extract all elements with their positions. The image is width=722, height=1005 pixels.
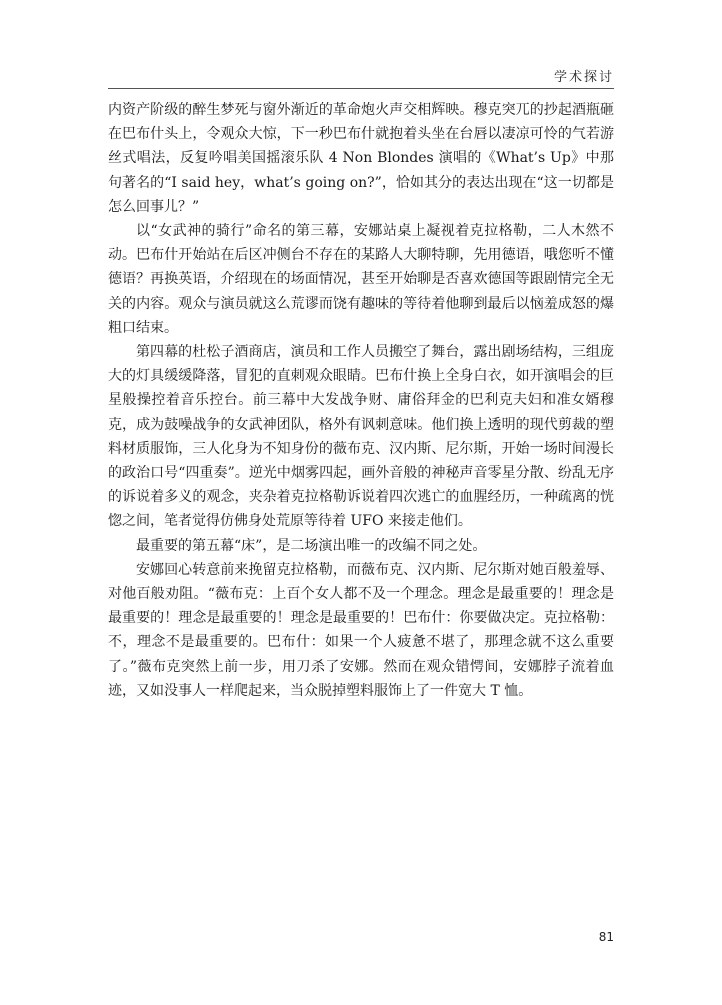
header-rule bbox=[108, 88, 614, 89]
page-number: 81 bbox=[598, 930, 614, 944]
header-title: 学术探讨 bbox=[553, 70, 614, 85]
running-header bbox=[108, 66, 614, 88]
article-body bbox=[108, 98, 614, 703]
paragraph-2: 以“女武神的骑行”命名的第三幕，安娜站桌上凝视着克拉格勒，二人木然不动。巴布什开始站在后区冲侧台不存在的某路人大聊特聊，先用德语，哦您听不懂德语？再换英语，介绍现在的场面情况，甚至开始聊是否喜欢德国等跟剧情完全无关的内容。观众与演员就这么荒谬而饶有趣味的等待着他聊到最后以恼羞成怒的爆粗口结束。 bbox=[108, 223, 614, 336]
paragraph-4: 最重要的第五幕“床”，是二场演出唯一的改编不同之处。 bbox=[136, 537, 487, 554]
paragraph-5: 安娜回心转意前来挽留克拉格勒，而薇布克、汉内斯、尼尔斯对她百般羞辱、对他百般劝阻。“薇布克：上百个女人都不及一个理念。理念是最重要的！理念是最重要的！理念是最重要的！理念是最重要的！巴布什：你要做决定。克拉格勒：不，理念不是最重要的。巴布什：如果一个人疲惫不堪了，那理念就不这么重要了。”薇布克突然上前一步，用刀杀了安娜。然而在观众错愕间，安娜脖子流着血迹，又如没事人一样爬起来，当众脱掉塑料服饰上了一件宽大 T 恤。 bbox=[108, 561, 614, 699]
paragraph-3: 第四幕的杜松子酒商店，演员和工作人员搬空了舞台，露出剧场结构，三组庞大的灯具缓缓降落，冒犯的直刺观众眼睛。巴布什换上全身白衣，如开演唱会的巨星般操控着音乐控台。前三幕中大发战争财、庸俗拜金的巴利克夫妇和准女婿穆克，成为鼓噪战争的女武神团队，格外有讽刺意味。他们换上透明的现代剪裁的塑料材质服饰，三人化身为不知身份的薇布克、汉内斯、尼尔斯，开始一场时间漫长的政治口号“四重奏”。逆光中烟雾四起，画外音般的神秘声音零星分散、纷乱无序的诉说着多义的观念，夹杂着克拉格勒诉说着四次逃亡的血腥经历，一种疏离的恍惚之间，笔者觉得仿佛身处荒原等待着 UFO 来接走他们。 bbox=[108, 344, 614, 530]
paragraph-1: 内资产阶级的醉生梦死与窗外渐近的革命炮火声交相辉映。穆克突兀的抄起酒瓶砸在巴布什头上，令观众大惊，下一秒巴布什就抱着头坐在台唇以凄凉可怜的气若游丝式唱法，反复吟唱美国摇滚乐队 4 Non Blondes 演唱的《What’s Up》中那句著名的“I said hey，what’s going on?”，恰如其分的表达出现在“这一切都是怎么回事儿？” bbox=[108, 102, 614, 215]
